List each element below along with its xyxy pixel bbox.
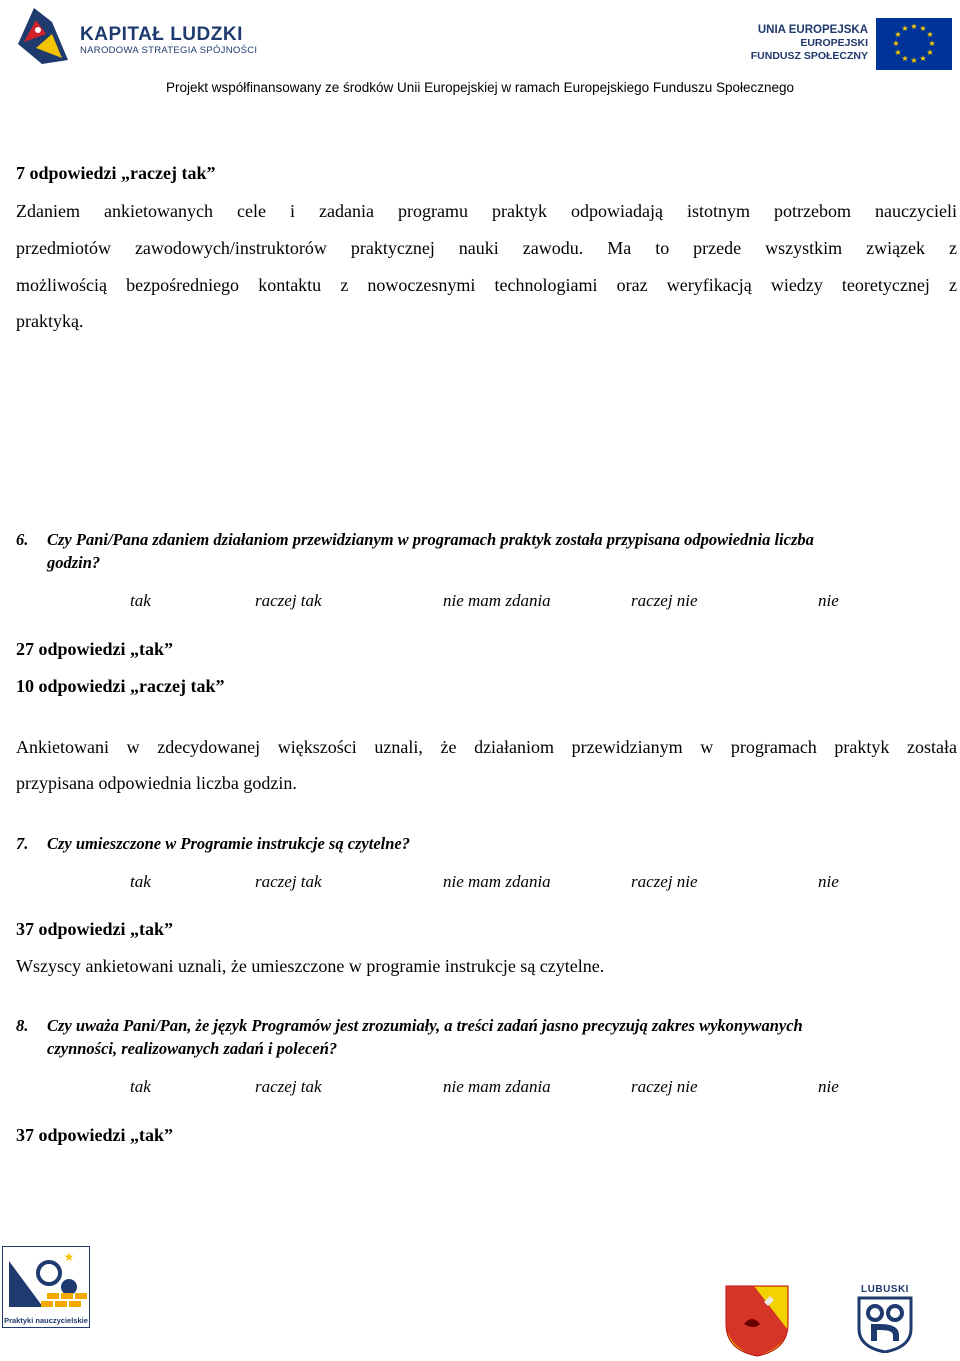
option-raczej-tak: raczej tak bbox=[255, 1077, 322, 1096]
svg-text:★: ★ bbox=[928, 39, 936, 48]
praktyki-emblem-icon bbox=[3, 1247, 89, 1313]
lubuski-logo-text: LUBUSKI bbox=[861, 1284, 909, 1295]
question-text: Czy Pani/Pana zdaniem działaniom przewidzianym w programach praktyk została przypisana odpowiednia liczba bbox=[47, 530, 814, 549]
question-number: 8. bbox=[16, 1016, 29, 1035]
option-raczej-tak: raczej tak bbox=[255, 872, 322, 891]
paragraph-line: możliwością bezpośredniego kontaktu z nowoczesnymi technologiami oraz weryfikacją wiedzy teoretycznej z bbox=[16, 275, 957, 295]
svg-text:★: ★ bbox=[926, 30, 934, 39]
eu-line-3: FUNDUSZ SPOŁECZNY bbox=[750, 50, 868, 62]
svg-text:★: ★ bbox=[926, 48, 934, 57]
answer-count-heading: 7 odpowiedzi „raczej tak” bbox=[16, 163, 216, 183]
answer-count: 37 odpowiedzi „tak” bbox=[16, 919, 174, 939]
question-text: godzin? bbox=[47, 553, 101, 572]
option-raczej-nie: raczej nie bbox=[631, 591, 698, 610]
svg-text:★: ★ bbox=[894, 48, 902, 57]
svg-text:★: ★ bbox=[901, 54, 909, 63]
option-nie-mam-zdania: nie mam zdania bbox=[443, 1077, 551, 1096]
question-text: Czy umieszczone w Programie instrukcje są czytelne? bbox=[47, 834, 410, 853]
lubuski-emblem-icon bbox=[856, 1295, 914, 1353]
option-nie: nie bbox=[818, 591, 839, 610]
question-number: 6. bbox=[16, 530, 29, 549]
answer-count: 37 odpowiedzi „tak” bbox=[16, 1125, 174, 1145]
svg-text:★: ★ bbox=[919, 54, 927, 63]
paragraph-line: Zdaniem ankietowanych cele i zadania programu praktyk odpowiadają istotnym potrzebom nauczycieli bbox=[16, 201, 957, 221]
svg-text:★: ★ bbox=[892, 39, 900, 48]
option-raczej-nie: raczej nie bbox=[631, 872, 698, 891]
option-tak: tak bbox=[130, 591, 151, 610]
paragraph-line: przedmiotów zawodowych/instruktorów praktycznej nauki zawodu. Ma to przede wszystkim związek z bbox=[16, 238, 957, 258]
eu-flag-icon bbox=[876, 18, 952, 70]
option-tak: tak bbox=[130, 1077, 151, 1096]
answer-count: 27 odpowiedzi „tak” bbox=[16, 639, 174, 659]
kapital-ludzki-title: KAPITAŁ LUDZKI bbox=[80, 24, 243, 45]
kapital-ludzki-subtitle: NARODOWA STRATEGIA SPÓJNOŚCI bbox=[80, 45, 258, 56]
lubuski-logo bbox=[856, 1284, 914, 1354]
eu-logo-text bbox=[751, 24, 868, 63]
option-nie: nie bbox=[818, 872, 839, 891]
svg-text:★: ★ bbox=[63, 1250, 75, 1264]
option-nie: nie bbox=[818, 1077, 839, 1096]
coat-of-arms-icon bbox=[724, 1284, 790, 1358]
summary-line: przypisana odpowiednia liczba godzin. bbox=[16, 773, 297, 793]
eu-line-1: UNIA EUROPEJSKA bbox=[757, 24, 868, 36]
svg-text:★: ★ bbox=[910, 22, 918, 31]
summary-line: Ankietowani w zdecydowanej większości uznali, że działaniom przewidzianym w programach praktyk została bbox=[16, 737, 957, 757]
project-cofinancing-line: Projekt współfinansowany ze środków Unii Europejskiej w ramach Europejskiego Funduszu Społecznego bbox=[165, 80, 795, 95]
option-tak: tak bbox=[130, 872, 151, 891]
paragraph-line: praktyką. bbox=[16, 311, 84, 331]
praktyki-logo-caption: Praktyki nauczycielskie bbox=[4, 1316, 88, 1325]
question-text: czynności, realizowanych zadań i poleceń? bbox=[47, 1039, 338, 1058]
eu-line-2: EUROPEJSKI bbox=[800, 37, 868, 49]
option-nie-mam-zdania: nie mam zdania bbox=[443, 872, 551, 891]
svg-text:★: ★ bbox=[919, 24, 927, 33]
svg-text:★: ★ bbox=[901, 24, 909, 33]
answer-count: 10 odpowiedzi „raczej tak” bbox=[16, 676, 225, 696]
option-raczej-tak: raczej tak bbox=[255, 591, 322, 610]
question-number: 7. bbox=[16, 834, 29, 853]
praktyki-nauczycielskie-logo bbox=[2, 1246, 90, 1328]
summary-line: Wszyscy ankietowani uznali, że umieszczone w programie instrukcje są czytelne. bbox=[16, 956, 605, 976]
svg-text:★: ★ bbox=[894, 30, 902, 39]
option-nie-mam-zdania: nie mam zdania bbox=[443, 591, 551, 610]
svg-text:★: ★ bbox=[910, 56, 918, 65]
question-text: Czy uważa Pani/Pan, że język Programów jest zrozumiały, a treści zadań jasno precyzują zakres wykonywanych bbox=[47, 1016, 803, 1035]
option-raczej-nie: raczej nie bbox=[631, 1077, 698, 1096]
